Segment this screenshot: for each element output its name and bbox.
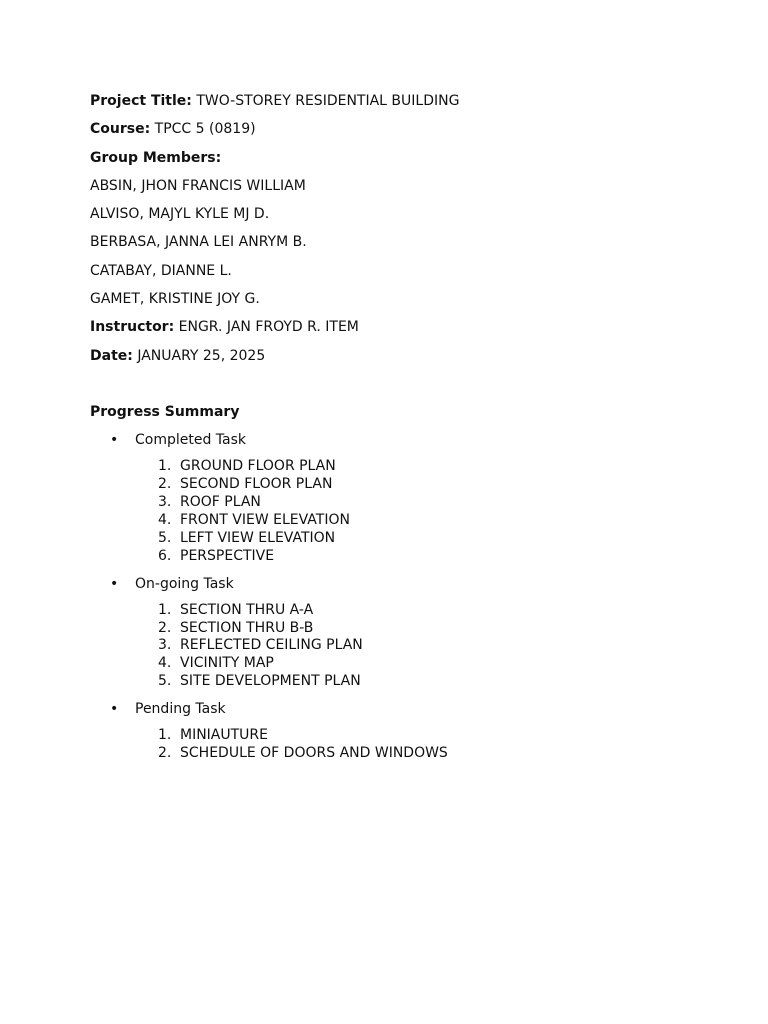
completed-task-section — [90, 430, 690, 565]
group-members-label: Group Members: — [90, 149, 222, 166]
bullet-item — [90, 430, 690, 450]
list-item-text: REFLECTED CEILING PLAN — [180, 637, 363, 654]
date-label: Date: — [90, 347, 133, 364]
bullet-item — [90, 699, 690, 719]
member-item: BERBASA, JANNA LEI ANRYM B. — [90, 234, 307, 251]
list-number: 2. — [158, 744, 172, 761]
bullet-icon: • — [110, 432, 119, 449]
instructor-label: Instructor: — [90, 319, 175, 336]
progress-summary-heading: Progress Summary — [90, 403, 240, 420]
instructor-value: ENGR. JAN FROYD R. ITEM — [178, 319, 359, 336]
list-item-text: LEFT VIEW ELEVATION — [180, 529, 336, 546]
list-item — [90, 620, 690, 638]
bullet-item — [90, 574, 690, 594]
list-item — [90, 655, 690, 673]
list-item — [90, 673, 690, 691]
list-item-text: SITE DEVELOPMENT PLAN — [180, 673, 361, 690]
section-title: Pending Task — [135, 701, 226, 718]
section-title: On-going Task — [135, 575, 234, 592]
member-item: GAMET, KRISTINE JOY G. — [90, 291, 260, 308]
document-page — [90, 91, 690, 771]
list-item-text: ROOF PLAN — [180, 494, 261, 511]
list-item-text: PERSPECTIVE — [180, 547, 275, 564]
section-title: Completed Task — [135, 432, 247, 449]
date-value: JANUARY 25, 2025 — [137, 347, 266, 364]
list-item — [90, 512, 690, 530]
list-item-text: SECTION THRU A-A — [180, 601, 314, 618]
pending-task-list — [90, 727, 690, 763]
section-spacer — [90, 374, 690, 402]
list-item-text: FRONT VIEW ELEVATION — [180, 511, 350, 528]
member-item: ABSIN, JHON FRANCIS WILLIAM — [90, 177, 306, 194]
list-number: 4. — [158, 655, 172, 672]
course-label: Course: — [90, 121, 151, 138]
list-item-text: SECTION THRU B-B — [180, 619, 314, 636]
list-number: 1. — [158, 727, 172, 744]
list-item-text: SECOND FLOOR PLAN — [180, 476, 333, 493]
completed-task-list — [90, 458, 690, 565]
list-item — [90, 602, 690, 620]
pending-task-section — [90, 699, 690, 763]
project-title-value: TWO-STOREY RESIDENTIAL BUILDING — [196, 93, 460, 109]
list-number: 2. — [158, 476, 172, 493]
project-title-line — [90, 91, 690, 119]
list-item-text: MINIAUTURE — [180, 727, 269, 744]
list-item — [90, 530, 690, 548]
group-members-line — [90, 148, 690, 176]
list-number: 6. — [158, 547, 172, 564]
member-item: ALVISO, MAJYL KYLE MJ D. — [90, 206, 270, 223]
ongoing-task-section — [90, 574, 690, 691]
list-item — [90, 745, 690, 763]
list-number: 3. — [158, 637, 172, 654]
project-title-label: Project Title: — [90, 93, 192, 109]
list-number: 2. — [158, 619, 172, 636]
instructor-line — [90, 317, 690, 345]
list-number: 1. — [158, 601, 172, 618]
date-line — [90, 346, 690, 374]
list-item — [90, 548, 690, 566]
member-item: CATABAY, DIANNE L. — [90, 262, 232, 279]
list-number: 5. — [158, 673, 172, 690]
list-number: 3. — [158, 494, 172, 511]
course-line — [90, 119, 690, 147]
list-number: 5. — [158, 529, 172, 546]
list-item — [90, 458, 690, 476]
list-item — [90, 637, 690, 655]
course-value: TPCC 5 (0819) — [154, 121, 256, 138]
list-number: 4. — [158, 511, 172, 528]
list-item — [90, 476, 690, 494]
list-item — [90, 494, 690, 512]
list-item-text: VICINITY MAP — [180, 655, 274, 672]
list-number: 1. — [158, 458, 172, 475]
bullet-icon: • — [110, 701, 119, 718]
list-item — [90, 727, 690, 745]
list-item-text: GROUND FLOOR PLAN — [180, 458, 336, 475]
bullet-icon: • — [110, 575, 119, 592]
ongoing-task-list — [90, 602, 690, 691]
list-item-text: SCHEDULE OF DOORS AND WINDOWS — [180, 744, 448, 761]
